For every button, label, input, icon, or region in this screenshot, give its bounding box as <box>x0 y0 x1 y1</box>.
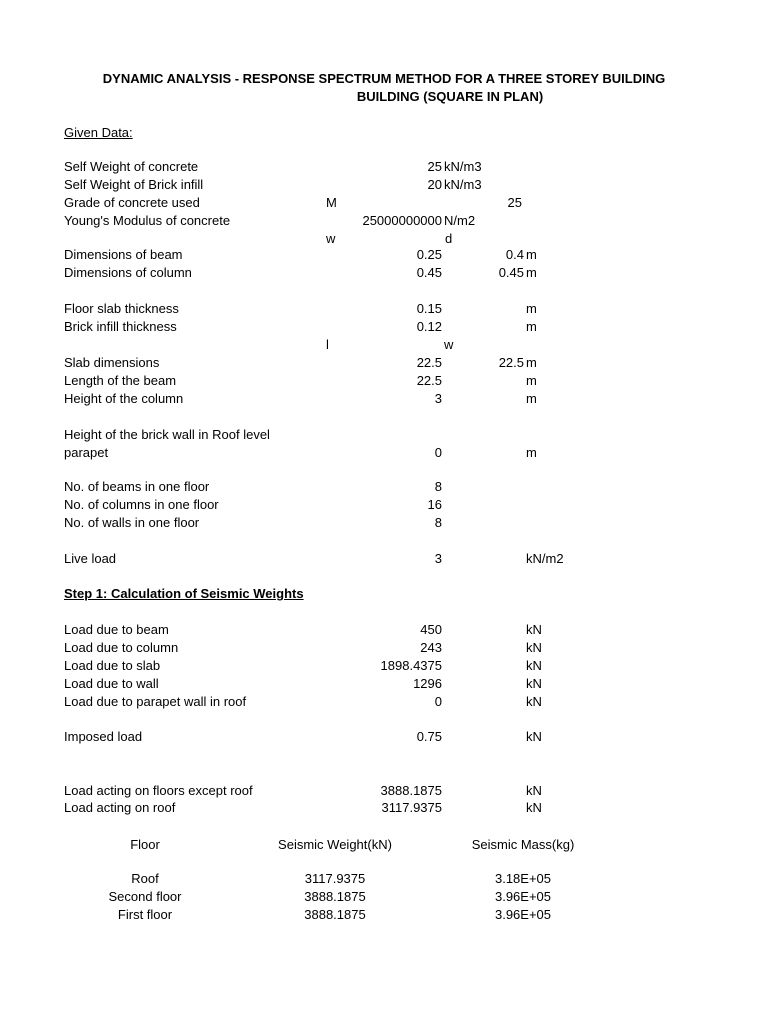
table-header-weight: Seismic Weight(kN) <box>278 837 392 852</box>
label-num-columns: No. of columns in one floor <box>64 497 219 512</box>
unit-column-dims: m <box>526 265 537 280</box>
label-beam-dims: Dimensions of beam <box>64 247 183 262</box>
table-cell-weight: 3888.1875 <box>304 889 366 904</box>
unit-load-floors: kN <box>526 783 542 798</box>
header-w-slab: w <box>444 337 454 352</box>
value-load-floors: 3888.1875 <box>380 783 442 798</box>
label-slab-dims: Slab dimensions <box>64 355 160 370</box>
label-beam-length: Length of the beam <box>64 373 177 388</box>
header-l: l <box>326 337 329 352</box>
label-live-load: Live load <box>64 551 117 566</box>
label-youngs-modulus: Young's Modulus of concrete <box>64 213 231 228</box>
label-load-roof: Load acting on roof <box>64 800 176 815</box>
table-cell-mass: 3.18E+05 <box>494 871 552 886</box>
unit-self-weight-brick: kN/m3 <box>444 177 482 192</box>
table-cell-weight: 3117.9375 <box>304 871 366 886</box>
value-self-weight-concrete: 25 <box>427 159 442 174</box>
label-self-weight-concrete: Self Weight of concrete <box>64 159 199 174</box>
unit-load-beam: kN <box>526 622 542 637</box>
unit-load-wall: kN <box>526 676 542 691</box>
label-num-beams: No. of beams in one floor <box>64 479 210 494</box>
value-load-beam: 450 <box>420 622 442 637</box>
step1-heading: Step 1: Calculation of Seismic Weights <box>64 586 304 601</box>
label-load-column: Load due to column <box>64 640 179 655</box>
table-cell-floor: Second floor <box>108 889 182 904</box>
value-brick-thickness: 0.12 <box>416 319 442 334</box>
unit-self-weight-concrete: kN/m3 <box>444 159 482 174</box>
label-grade-concrete: Grade of concrete used <box>64 195 200 210</box>
grade-prefix: M <box>326 195 337 210</box>
table-cell-weight: 3888.1875 <box>304 907 366 922</box>
value-load-parapet: 0 <box>434 694 442 709</box>
unit-slab-thickness: m <box>526 301 537 316</box>
label-load-floors: Load acting on floors except roof <box>64 783 253 798</box>
title-line-1: DYNAMIC ANALYSIS - RESPONSE SPECTRUM METHOD FOR A THREE STOREY BUILDING <box>102 71 666 86</box>
page-title <box>0 70 768 88</box>
value-column-w: 0.45 <box>416 265 442 280</box>
unit-beam-dims: m <box>526 247 537 262</box>
value-slab-l: 22.5 <box>416 355 442 370</box>
value-beam-d: 0.4 <box>505 247 524 262</box>
title-line-2: BUILDING (SQUARE IN PLAN) <box>356 89 544 104</box>
label-num-walls: No. of walls in one floor <box>64 515 200 530</box>
given-data-heading: Given Data: <box>64 125 133 140</box>
label-load-parapet: Load due to parapet wall in roof <box>64 694 247 709</box>
label-column-dims: Dimensions of column <box>64 265 192 280</box>
label-column-height: Height of the column <box>64 391 184 406</box>
value-slab-w: 22.5 <box>498 355 524 370</box>
value-beam-w: 0.25 <box>416 247 442 262</box>
label-self-weight-brick: Self Weight of Brick infill <box>64 177 204 192</box>
unit-parapet-height: m <box>526 445 537 460</box>
value-youngs-modulus: 25000000000 <box>362 213 442 228</box>
unit-column-height: m <box>526 391 537 406</box>
value-column-height: 3 <box>434 391 442 406</box>
value-self-weight-brick: 20 <box>427 177 442 192</box>
label-brick-thickness: Brick infill thickness <box>64 319 177 334</box>
unit-load-slab: kN <box>526 658 542 673</box>
value-parapet-height: 0 <box>434 445 442 460</box>
unit-youngs-modulus: N/m2 <box>444 213 476 228</box>
value-slab-thickness: 0.15 <box>416 301 442 316</box>
unit-brick-thickness: m <box>526 319 537 334</box>
table-header-mass: Seismic Mass(kg) <box>471 837 575 852</box>
table-header-floor: Floor <box>130 837 160 852</box>
value-load-column: 243 <box>420 640 442 655</box>
header-d: d <box>445 231 453 246</box>
unit-load-column: kN <box>526 640 542 655</box>
unit-load-roof: kN <box>526 800 542 815</box>
value-num-beams: 8 <box>434 479 442 494</box>
label-load-beam: Load due to beam <box>64 622 169 637</box>
unit-live-load: kN/m2 <box>526 551 564 566</box>
value-live-load: 3 <box>434 551 442 566</box>
table-cell-floor: First floor <box>117 907 173 922</box>
label-parapet-line2: parapet <box>64 445 109 460</box>
label-slab-thickness: Floor slab thickness <box>64 301 179 316</box>
unit-load-parapet: kN <box>526 694 542 709</box>
page-subtitle <box>300 88 600 106</box>
value-grade-concrete: 25 <box>507 195 522 210</box>
value-column-d: 0.45 <box>498 265 524 280</box>
header-w: w <box>326 231 336 246</box>
label-imposed-load: Imposed load <box>64 729 143 744</box>
unit-beam-length: m <box>526 373 537 388</box>
table-cell-mass: 3.96E+05 <box>494 907 552 922</box>
value-imposed-load: 0.75 <box>416 729 442 744</box>
value-load-wall: 1296 <box>413 676 442 691</box>
unit-imposed-load: kN <box>526 729 542 744</box>
value-load-slab: 1898.4375 <box>380 658 442 673</box>
label-load-slab: Load due to slab <box>64 658 161 673</box>
table-cell-mass: 3.96E+05 <box>494 889 552 904</box>
unit-slab-dims: m <box>526 355 537 370</box>
value-num-walls: 8 <box>434 515 442 530</box>
label-parapet-line1: Height of the brick wall in Roof level <box>64 427 270 442</box>
value-beam-length: 22.5 <box>416 373 442 388</box>
value-num-columns: 16 <box>427 497 442 512</box>
label-load-wall: Load due to wall <box>64 676 159 691</box>
table-cell-floor: Roof <box>131 871 159 886</box>
value-load-roof: 3117.9375 <box>381 800 442 815</box>
